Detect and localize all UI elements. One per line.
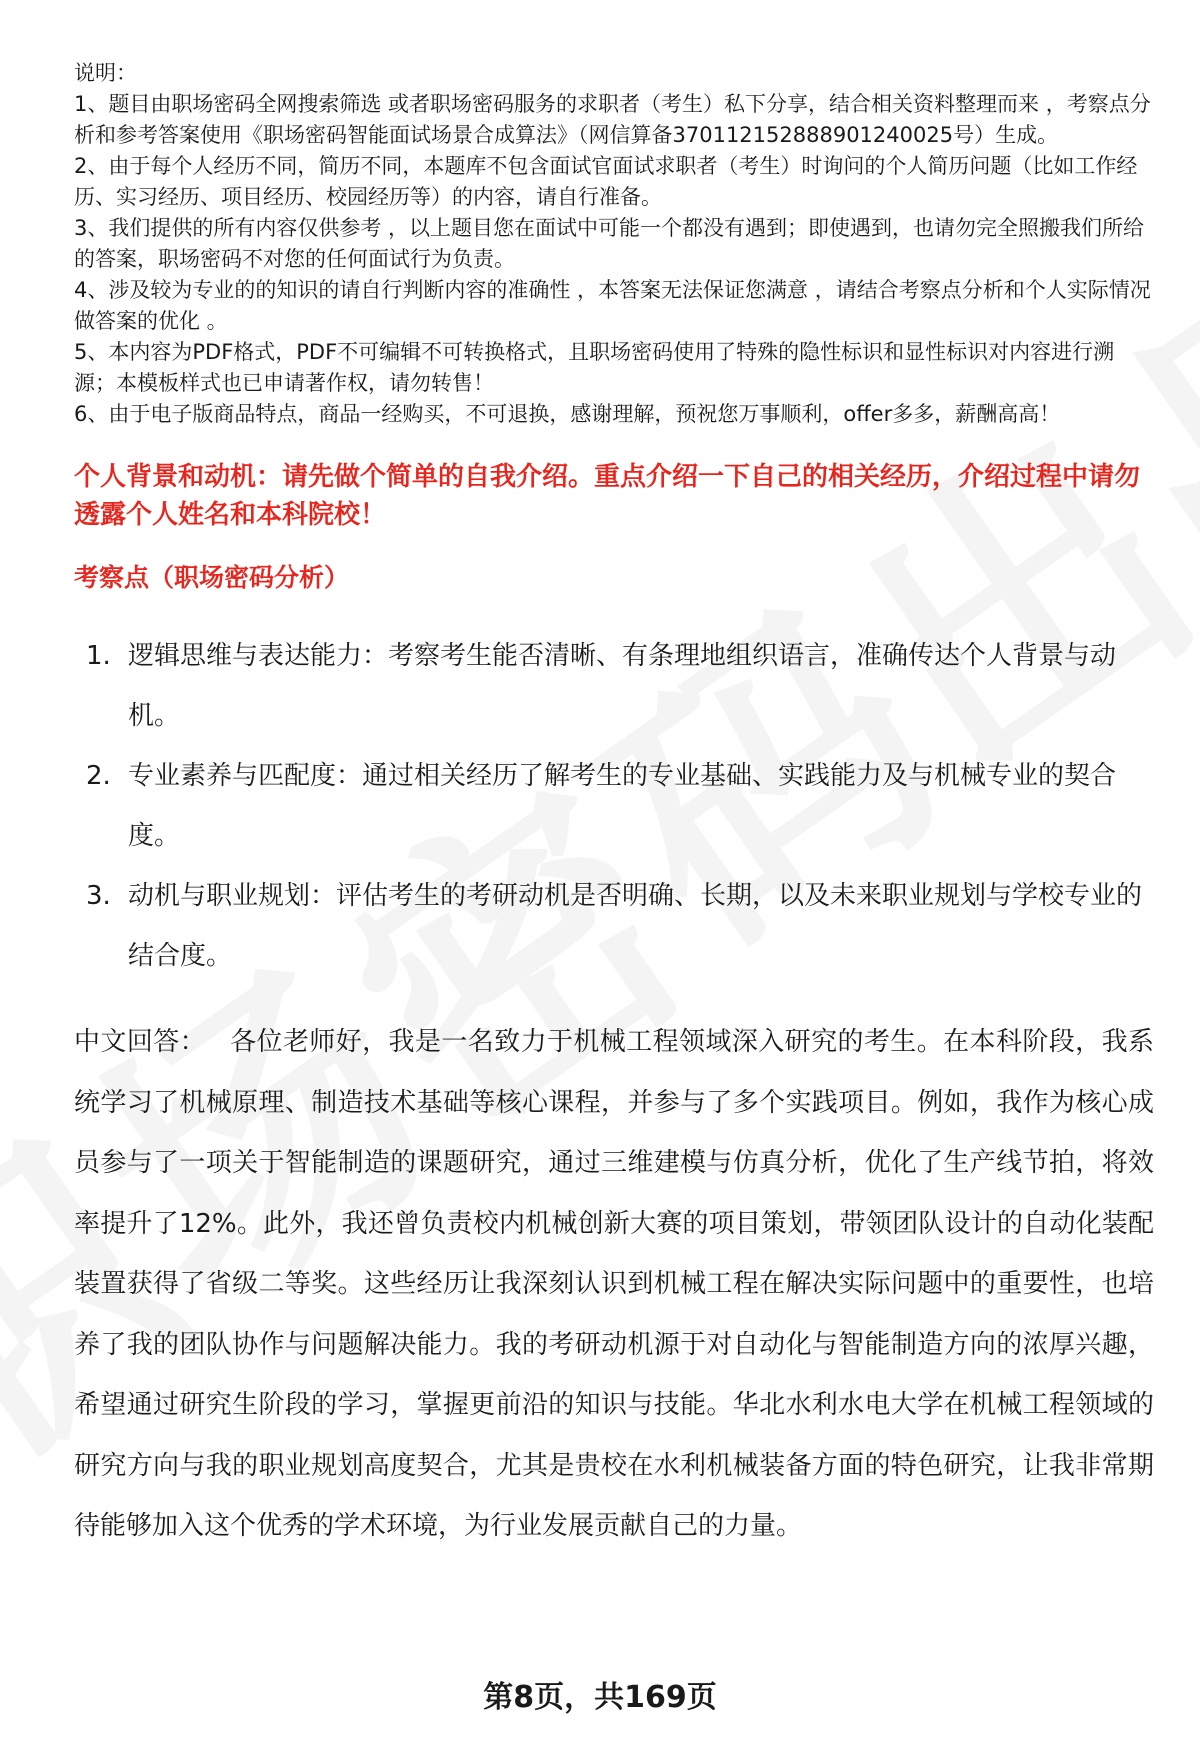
note-item-4: 4、涉及较为专业的的知识的请自行判断内容的准确性 ，本答案无法保证您满意 ，请结合考察点分析和个人实际情况做答案的优化 。 (74, 278, 1151, 333)
point-text: 逻辑思维与表达能力：考察考生能否清晰、有条理地组织语言，准确传达个人背景与动机。 (128, 641, 1117, 731)
notes-section (74, 58, 1154, 430)
note-item-1: 1、题目由职场密码全网搜索筛选 或者职场密码服务的求职者（考生）私下分享，结合相关资料整理而来 ，考察点分析和参考答案使用《职场密码智能面试场景合成算法》（网信算备370112152888901240025号）生成。 (74, 92, 1151, 147)
notes-heading: 说明： (74, 61, 137, 85)
point-text: 专业素养与匹配度：通过相关经历了解考生的专业基础、实践能力及与机械专业的契合度。 (128, 761, 1117, 851)
question-title: 个人背景和动机：请先做个简单的自我介绍。重点介绍一下自己的相关经历，介绍过程中请勿透露个人姓名和本科院校！ (74, 462, 1141, 530)
page-number: 第8页，共169页 (483, 1680, 717, 1715)
point-number: 1. (86, 641, 111, 671)
point-number: 3. (86, 881, 111, 911)
analysis-points (74, 626, 1154, 986)
analysis-point (74, 626, 1154, 746)
point-text: 动机与职业规划：评估考生的考研动机是否明确、长期，以及未来职业规划与学校专业的结合度。 (128, 881, 1143, 971)
answer-paragraph (74, 1012, 1154, 1557)
answer-label: 中文回答： (74, 1027, 207, 1057)
note-item-6: 6、由于电子版商品特点，商品一经购买，不可退换，感谢理解，预祝您万事顺利，offer多多，薪酬高高！ (74, 402, 1061, 426)
note-item-3: 3、我们提供的所有内容仅供参考 ，以上题目您在面试中可能一个都没有遇到；即使遇到，也请勿完全照搬我们所给的答案，职场密码不对您的任何面试行为负责。 (74, 216, 1145, 271)
analysis-point (74, 866, 1154, 986)
answer-text: 各位老师好，我是一名致力于机械工程领域深入研究的考生。在本科阶段，我系统学习了机械原理、制造技术基础等核心课程，并参与了多个实践项目。例如，我作为核心成员参与了一项关于智能制造的课题研究，通过三维建模与仿真分析，优化了生产线节拍，将效率提升了12%。此外，我还曾负责校内机械创新大赛的项目策划，带领团队设计的自动化装配装置获得了省级二等奖。这些经历让我深刻认识到机械工程在解决实际问题中的重要性，也培养了我的团队协作与问题解决能力。我的考研动机源于对自动化与智能制造方向的浓厚兴趣，希望通过研究生阶段的学习，掌握更前沿的知识与技能。华北水利水电大学在机械工程领域的研究方向与我的职业规划高度契合，尤其是贵校在水利机械装备方面的特色研究，让我非常期待能够加入这个优秀的学术环境，为行业发展贡献自己的力量。 (74, 1027, 1154, 1541)
analysis-point (74, 746, 1154, 866)
note-item-5: 5、本内容为PDF格式，PDF不可编辑不可转换格式，且职场密码使用了特殊的隐性标识和显性标识对内容进行溯源；本模板样式也已申请著作权，请勿转售！ (74, 340, 1115, 395)
document-body (74, 58, 1154, 1557)
analysis-title: 考察点（职场密码分析） (74, 563, 350, 592)
note-item-2: 2、由于每个人经历不同，简历不同，本题库不包含面试官面试求职者（考生）时询问的个人简历问题（比如工作经历、实习经历、项目经历、校园经历等）的内容，请自行准备。 (74, 154, 1138, 209)
point-number: 2. (86, 761, 111, 791)
